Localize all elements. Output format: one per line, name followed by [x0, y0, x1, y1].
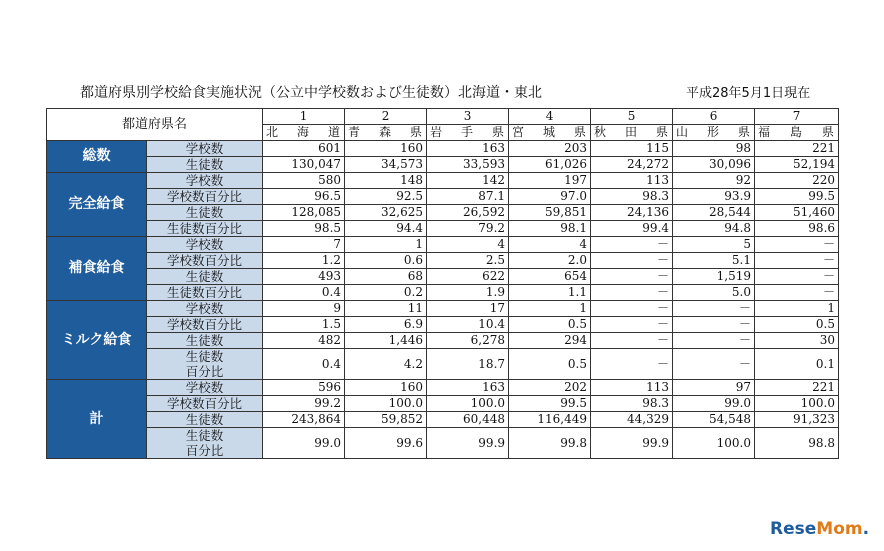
value-cell: 142	[427, 173, 509, 189]
value-cell: 130,047	[263, 157, 345, 173]
value-cell: 6.9	[345, 317, 427, 333]
value-cell: 654	[509, 269, 591, 285]
table-row	[47, 412, 839, 428]
value-cell: 24,136	[591, 205, 673, 221]
value-cell: 221	[755, 380, 839, 396]
row-label-line: 生徒数	[185, 428, 224, 443]
row-label: 生徒数百分比	[147, 221, 263, 237]
value-cell: 34,573	[345, 157, 427, 173]
value-cell: 11	[345, 301, 427, 317]
value-cell: 100.0	[345, 396, 427, 412]
prefecture-number: 5	[591, 109, 673, 125]
row-label: 学校数	[147, 301, 263, 317]
value-cell: 59,852	[345, 412, 427, 428]
value-cell: 17	[427, 301, 509, 317]
resemom-logo: ReseMom.	[770, 519, 870, 539]
value-cell: 9	[263, 301, 345, 317]
value-cell: 99.0	[263, 428, 345, 459]
prefecture-number: 6	[673, 109, 755, 125]
table-row	[47, 285, 839, 301]
value-cell: 98.1	[509, 221, 591, 237]
value-cell: 59,851	[509, 205, 591, 221]
value-cell: 26,592	[427, 205, 509, 221]
value-cell: －	[755, 269, 839, 285]
row-label: 生徒数	[147, 333, 263, 349]
value-cell: 5	[673, 237, 755, 253]
value-cell: 0.6	[345, 253, 427, 269]
row-label-line: 百分比	[185, 364, 224, 379]
value-cell: 98.3	[591, 189, 673, 205]
value-cell: 98.5	[263, 221, 345, 237]
value-cell: 0.5	[755, 317, 839, 333]
value-cell: 163	[427, 380, 509, 396]
row-label: 学校数百分比	[147, 189, 263, 205]
table-title: 都道府県別学校給食実施状況（公立中学校数および生徒数）北海道・東北	[80, 85, 542, 101]
row-label-line: 百分比	[185, 443, 224, 458]
value-cell: 96.5	[263, 189, 345, 205]
row-label-line: 生徒数	[185, 349, 224, 364]
value-cell: 601	[263, 141, 345, 157]
value-cell: 203	[509, 141, 591, 157]
table-row	[47, 380, 839, 396]
value-cell: 94.8	[673, 221, 755, 237]
value-cell: 99.5	[755, 189, 839, 205]
value-cell: －	[591, 253, 673, 269]
value-cell: 0.4	[263, 349, 345, 380]
value-cell: 221	[755, 141, 839, 157]
value-cell: 100.0	[427, 396, 509, 412]
row-label	[147, 349, 263, 380]
value-cell: 97.0	[509, 189, 591, 205]
value-cell: 6,278	[427, 333, 509, 349]
value-cell: 160	[345, 141, 427, 157]
prefecture-name: 福島県	[755, 125, 839, 141]
value-cell: 1.1	[509, 285, 591, 301]
value-cell: 99.5	[509, 396, 591, 412]
value-cell: 1	[345, 237, 427, 253]
value-cell: 91,323	[755, 412, 839, 428]
prefecture-number: 7	[755, 109, 839, 125]
value-cell: 61,026	[509, 157, 591, 173]
header-number-row	[47, 109, 839, 125]
value-cell: 99.2	[263, 396, 345, 412]
row-label: 生徒数	[147, 205, 263, 221]
value-cell: 79.2	[427, 221, 509, 237]
value-cell: 99.4	[591, 221, 673, 237]
value-cell: 54,548	[673, 412, 755, 428]
as-of-date: 平成28年5月1日現在	[686, 86, 811, 101]
value-cell: 0.5	[509, 317, 591, 333]
category-cell: 完全給食	[47, 173, 147, 237]
row-label: 生徒数	[147, 412, 263, 428]
value-cell: －	[755, 237, 839, 253]
table-row	[47, 301, 839, 317]
value-cell: 1,446	[345, 333, 427, 349]
value-cell: 1.5	[263, 317, 345, 333]
prefecture-number: 4	[509, 109, 591, 125]
value-cell: 98.6	[755, 221, 839, 237]
value-cell: 4	[509, 237, 591, 253]
value-cell: 100.0	[673, 428, 755, 459]
table-row	[47, 141, 839, 157]
table-row	[47, 237, 839, 253]
value-cell: 28,544	[673, 205, 755, 221]
prefecture-number: 1	[263, 109, 345, 125]
value-cell: 18.7	[427, 349, 509, 380]
table-row	[47, 205, 839, 221]
value-cell: －	[673, 349, 755, 380]
value-cell: 113	[591, 173, 673, 189]
table-row	[47, 253, 839, 269]
value-cell: 100.0	[755, 396, 839, 412]
value-cell: 10.4	[427, 317, 509, 333]
value-cell: －	[591, 285, 673, 301]
value-cell: 93.9	[673, 189, 755, 205]
value-cell: 596	[263, 380, 345, 396]
value-cell: 5.1	[673, 253, 755, 269]
value-cell: 51,460	[755, 205, 839, 221]
value-cell: 1,519	[673, 269, 755, 285]
value-cell: 622	[427, 269, 509, 285]
prefecture-name-header: 都道府県名	[47, 109, 263, 141]
value-cell: －	[755, 253, 839, 269]
row-label: 学校数百分比	[147, 317, 263, 333]
value-cell: 99.6	[345, 428, 427, 459]
prefecture-number: 2	[345, 109, 427, 125]
value-cell: 243,864	[263, 412, 345, 428]
prefecture-name: 宮城県	[509, 125, 591, 141]
value-cell: 4.2	[345, 349, 427, 380]
value-cell: －	[591, 269, 673, 285]
value-cell: 128,085	[263, 205, 345, 221]
table-row	[47, 396, 839, 412]
value-cell: －	[591, 349, 673, 380]
value-cell: 33,593	[427, 157, 509, 173]
value-cell: －	[673, 333, 755, 349]
table-row	[47, 173, 839, 189]
value-cell: 482	[263, 333, 345, 349]
value-cell: 160	[345, 380, 427, 396]
value-cell: －	[591, 333, 673, 349]
value-cell: 94.4	[345, 221, 427, 237]
row-label: 生徒数百分比	[147, 285, 263, 301]
value-cell: 99.0	[673, 396, 755, 412]
value-cell: －	[591, 317, 673, 333]
value-cell: 197	[509, 173, 591, 189]
value-cell: 97	[673, 380, 755, 396]
prefecture-name: 青森県	[345, 125, 427, 141]
value-cell: 294	[509, 333, 591, 349]
value-cell: 220	[755, 173, 839, 189]
value-cell: 1	[509, 301, 591, 317]
row-label: 学校数	[147, 380, 263, 396]
value-cell: 99.9	[427, 428, 509, 459]
value-cell: 0.5	[509, 349, 591, 380]
value-cell: 116,449	[509, 412, 591, 428]
table-row	[47, 333, 839, 349]
value-cell: 1.2	[263, 253, 345, 269]
value-cell: 163	[427, 141, 509, 157]
row-label: 学校数	[147, 141, 263, 157]
value-cell: －	[673, 317, 755, 333]
value-cell: 87.1	[427, 189, 509, 205]
value-cell: －	[591, 237, 673, 253]
row-label: 学校数	[147, 173, 263, 189]
row-label: 学校数百分比	[147, 253, 263, 269]
category-cell: ミルク給食	[47, 301, 147, 380]
value-cell: 5.0	[673, 285, 755, 301]
value-cell: 113	[591, 380, 673, 396]
table-row	[47, 189, 839, 205]
value-cell: 580	[263, 173, 345, 189]
value-cell: 1	[755, 301, 839, 317]
table-row	[47, 269, 839, 285]
row-label: 学校数百分比	[147, 396, 263, 412]
table-row	[47, 349, 839, 380]
category-cell: 補食給食	[47, 237, 147, 301]
value-cell: 2.5	[427, 253, 509, 269]
value-cell: 68	[345, 269, 427, 285]
table-row	[47, 428, 839, 459]
table-row	[47, 317, 839, 333]
value-cell: 115	[591, 141, 673, 157]
value-cell: 98.8	[755, 428, 839, 459]
value-cell: 44,329	[591, 412, 673, 428]
value-cell: 99.8	[509, 428, 591, 459]
row-label: 生徒数	[147, 157, 263, 173]
value-cell: 98.3	[591, 396, 673, 412]
value-cell: 148	[345, 173, 427, 189]
value-cell: 4	[427, 237, 509, 253]
school-lunch-table	[46, 108, 839, 459]
category-cell: 計	[47, 380, 147, 459]
value-cell: 30,096	[673, 157, 755, 173]
value-cell: 92	[673, 173, 755, 189]
value-cell: 92.5	[345, 189, 427, 205]
row-label: 学校数	[147, 237, 263, 253]
value-cell: 24,272	[591, 157, 673, 173]
table-row	[47, 157, 839, 173]
value-cell: 98	[673, 141, 755, 157]
value-cell: －	[755, 285, 839, 301]
value-cell: 0.1	[755, 349, 839, 380]
table-row	[47, 221, 839, 237]
value-cell: 32,625	[345, 205, 427, 221]
value-cell: －	[591, 301, 673, 317]
value-cell: 7	[263, 237, 345, 253]
prefecture-name: 山形県	[673, 125, 755, 141]
category-cell: 総数	[47, 141, 147, 173]
prefecture-name: 秋田県	[591, 125, 673, 141]
prefecture-name: 北海道	[263, 125, 345, 141]
value-cell: 30	[755, 333, 839, 349]
value-cell: 60,448	[427, 412, 509, 428]
value-cell: 1.9	[427, 285, 509, 301]
prefecture-number: 3	[427, 109, 509, 125]
value-cell: 99.9	[591, 428, 673, 459]
row-label	[147, 428, 263, 459]
value-cell: 2.0	[509, 253, 591, 269]
value-cell: 0.4	[263, 285, 345, 301]
value-cell: 52,194	[755, 157, 839, 173]
value-cell: 493	[263, 269, 345, 285]
value-cell: 0.2	[345, 285, 427, 301]
prefecture-name: 岩手県	[427, 125, 509, 141]
row-label: 生徒数	[147, 269, 263, 285]
value-cell: －	[673, 301, 755, 317]
value-cell: 202	[509, 380, 591, 396]
